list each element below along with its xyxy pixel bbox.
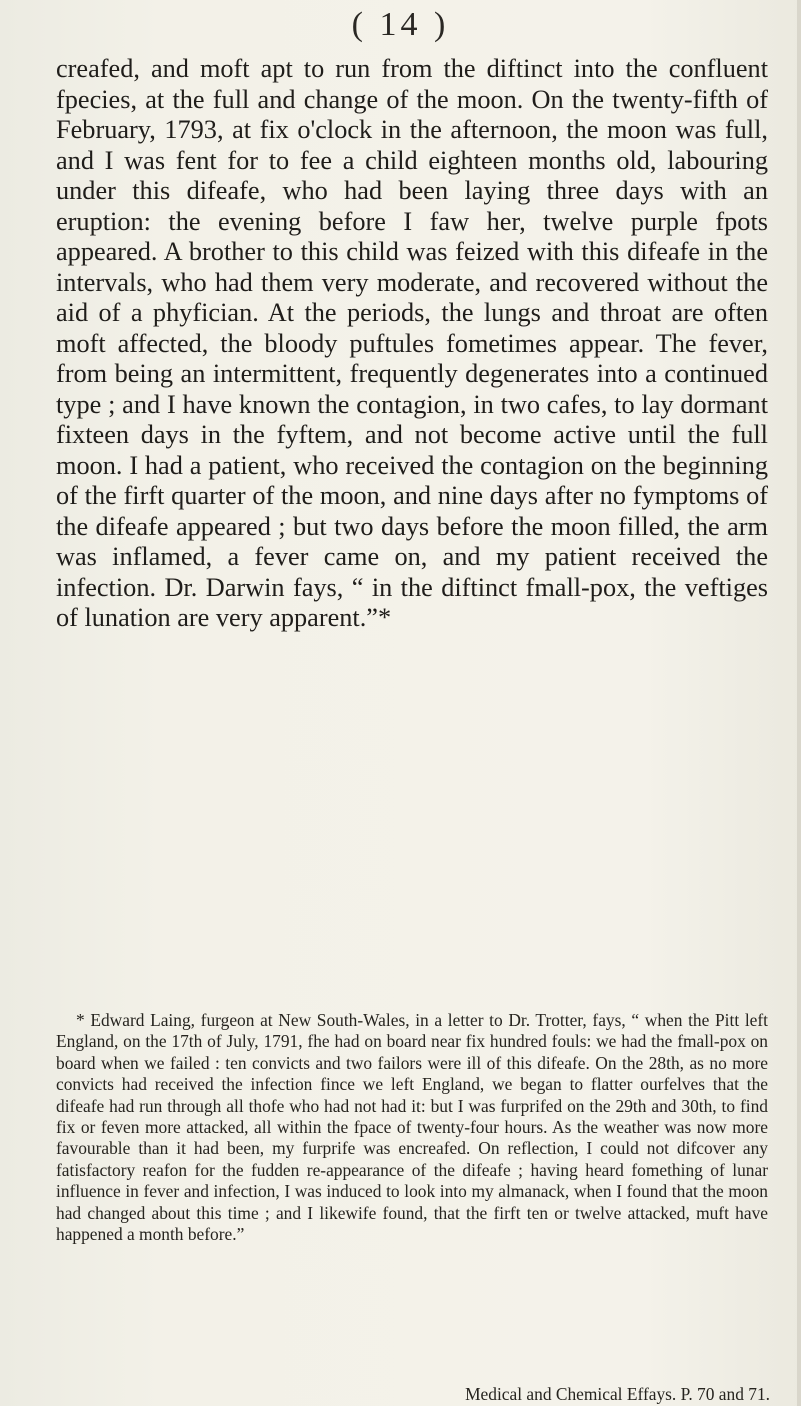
- source-citation: Medical and Chemical Effays. P. 70 and 71.: [465, 1384, 770, 1404]
- main-paragraph: [56, 54, 768, 634]
- main-paragraph-text: creafed, and moft apt to run from the diftinct into the confluent fpecies, at the full and change of the moon. On the twenty-fifth of February, 1793, at fix o'clock in the afternoon, the moon was full, and I was fent for to fee a child eighteen months old, labouring under this difeafe, who had been laying three days with an eruption: the evening before I faw her, twelve purple fpots appeared. A brother to this child was feized with this difeafe in the intervals, who had them very moderate, and recovered without the aid of a phyfician. At the periods, the lungs and throat are often moft affected, the bloody puftules fometimes appear. The fever, from being an intermittent, frequently degenerates into a continued type ; and I have known the contagion, in two cafes, to lay dormant fixteen days in the fyftem, and not become active until the full moon. I had a patient, who received the contagion on the beginning of the firft quarter of the moon, and nine days after no fymptoms of the difeafe appeared ; but two days before the moon filled, the arm was inflamed, a fever came on, and my patient received the infection. Dr. Darwin fays, “ in the diftinct fmall-pox, the veftiges of lunation are very apparent.”*: [56, 54, 768, 632]
- page-edge: [797, 0, 801, 1406]
- footnote-text: * Edward Laing, furgeon at New South-Wales, in a letter to Dr. Trotter, fays, “ when the Pitt left England, on the 17th of July, 1791, fhe had on board near fix hundred fouls: we had the fmall-pox on board when we failed : ten convicts and two failors were ill of this difeafe. On the 28th, as no more convicts had received the infection fince we left England, we began to flatter ourfelves that the difeafe had run through all thofe who had not had it: but I was furprifed on the 29th and 30th, to find fix or feven more attacked, all within the fpace of twenty-four hours. As the weather was now more favourable than it had been, my furprife was encreafed. On reflection, I could not difcover any fatisfactory reafon for the fudden re-appearance of the difeafe ; having heard fomething of lunar influence in fever and infection, I was induced to look into my almanack, when I found that the moon had changed about this time ; and I likewife found, that the firft ten or twelve attacked, muft have happened a month before.”: [56, 1010, 768, 1245]
- page-number-header: ( 14 ): [351, 6, 450, 43]
- footnote: [56, 1010, 768, 1245]
